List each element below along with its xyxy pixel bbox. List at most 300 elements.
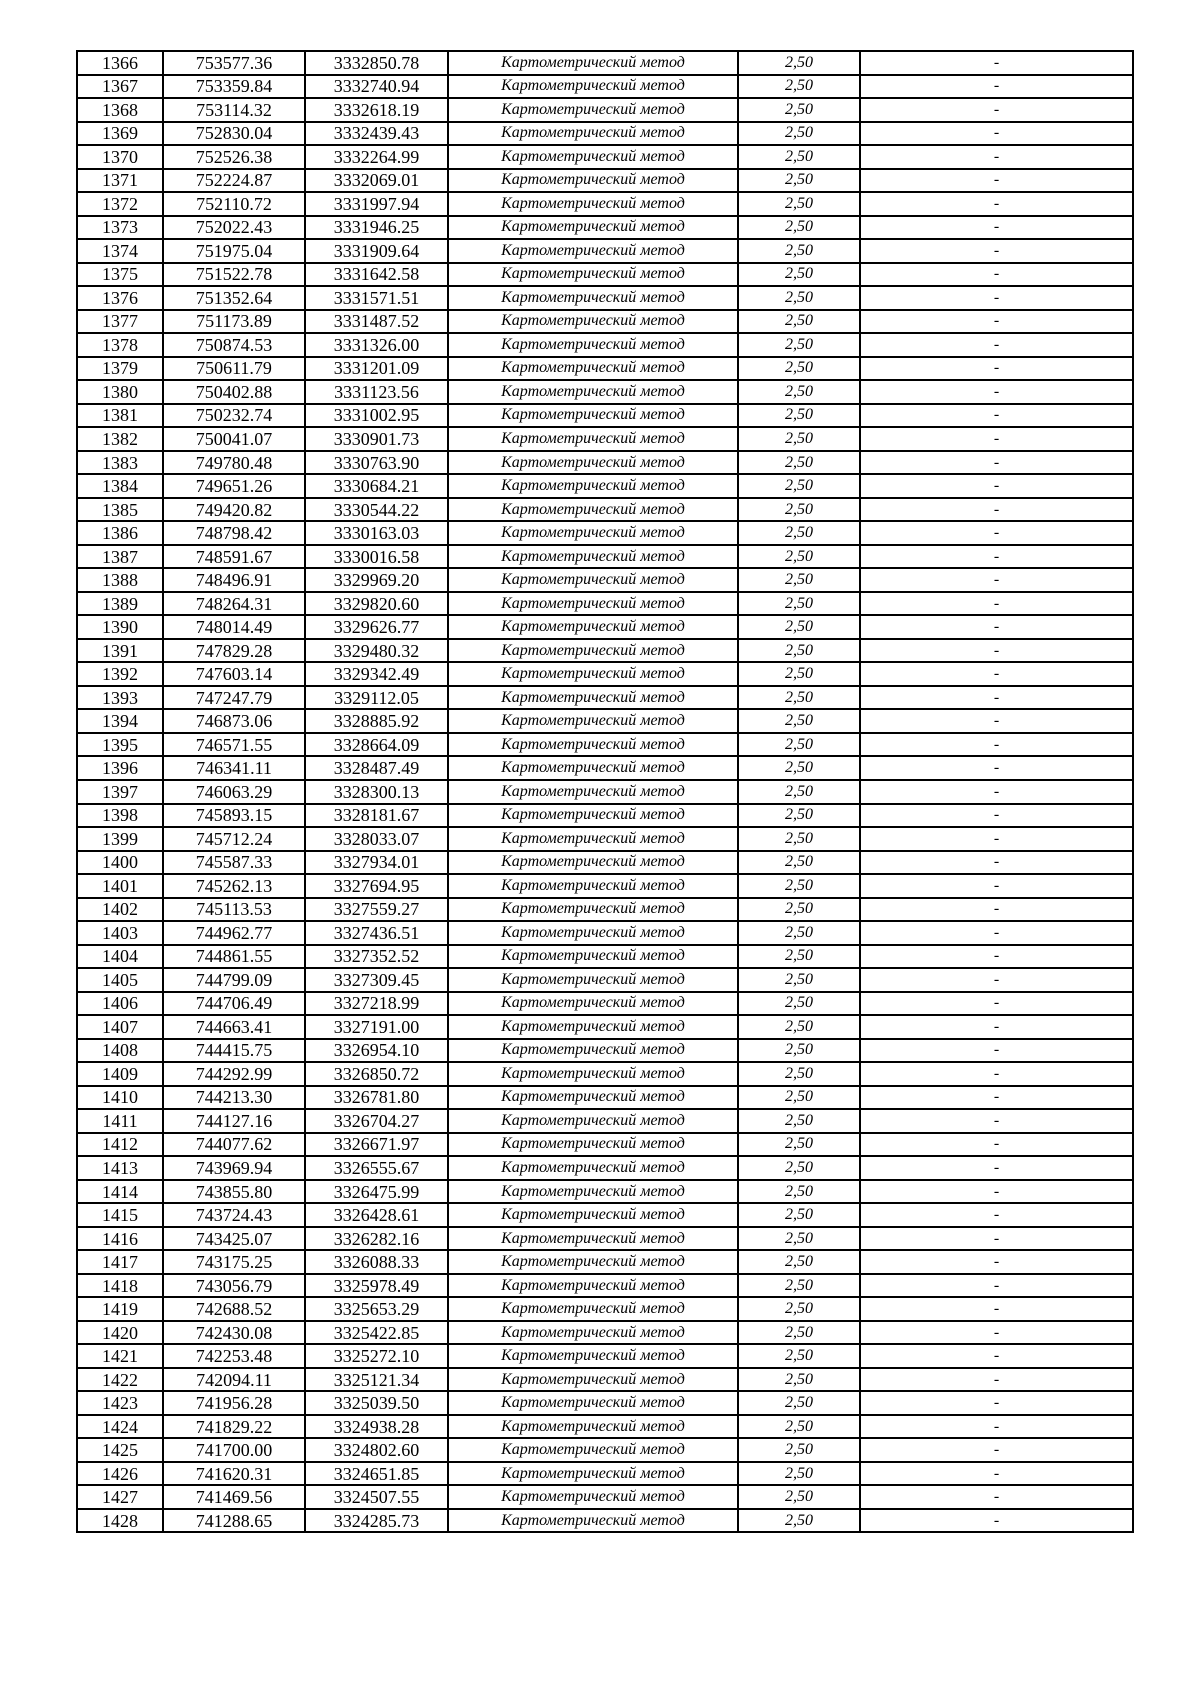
table-row: [77, 851, 1133, 875]
table-row: [77, 1438, 1133, 1462]
y-coordinate-cell: 3331487.52: [305, 310, 448, 334]
accuracy-cell: 2,50: [738, 709, 860, 733]
y-coordinate-cell: 3326555.67: [305, 1156, 448, 1180]
table-row: [77, 310, 1133, 334]
note-cell: -: [860, 145, 1133, 169]
x-coordinate-cell: 745712.24: [163, 827, 305, 851]
accuracy-cell: 2,50: [738, 1462, 860, 1486]
x-coordinate-cell: 744415.75: [163, 1039, 305, 1063]
point-number-cell: 1375: [77, 263, 163, 287]
note-cell: -: [860, 1415, 1133, 1439]
x-coordinate-cell: 746571.55: [163, 733, 305, 757]
table-row: [77, 756, 1133, 780]
point-number-cell: 1368: [77, 98, 163, 122]
point-number-cell: 1426: [77, 1462, 163, 1486]
x-coordinate-cell: 743425.07: [163, 1227, 305, 1251]
accuracy-cell: 2,50: [738, 804, 860, 828]
table-row: [77, 1321, 1133, 1345]
x-coordinate-cell: 742430.08: [163, 1321, 305, 1345]
note-cell: -: [860, 310, 1133, 334]
note-cell: -: [860, 216, 1133, 240]
note-cell: -: [860, 756, 1133, 780]
x-coordinate-cell: 743056.79: [163, 1274, 305, 1298]
table-row: [77, 568, 1133, 592]
y-coordinate-cell: 3331946.25: [305, 216, 448, 240]
y-coordinate-cell: 3326781.80: [305, 1086, 448, 1110]
accuracy-cell: 2,50: [738, 733, 860, 757]
accuracy-cell: 2,50: [738, 1015, 860, 1039]
y-coordinate-cell: 3331909.64: [305, 239, 448, 263]
x-coordinate-cell: 741288.65: [163, 1509, 305, 1533]
method-cell: Картометрический метод: [448, 756, 738, 780]
x-coordinate-cell: 748798.42: [163, 521, 305, 545]
accuracy-cell: 2,50: [738, 216, 860, 240]
note-cell: -: [860, 1133, 1133, 1157]
point-number-cell: 1397: [77, 780, 163, 804]
y-coordinate-cell: 3328181.67: [305, 804, 448, 828]
accuracy-cell: 2,50: [738, 498, 860, 522]
point-number-cell: 1424: [77, 1415, 163, 1439]
x-coordinate-cell: 745587.33: [163, 851, 305, 875]
y-coordinate-cell: 3327352.52: [305, 945, 448, 969]
point-number-cell: 1369: [77, 122, 163, 146]
method-cell: Картометрический метод: [448, 216, 738, 240]
table-row: [77, 1203, 1133, 1227]
accuracy-cell: 2,50: [738, 639, 860, 663]
x-coordinate-cell: 748496.91: [163, 568, 305, 592]
table-row: [77, 1133, 1133, 1157]
method-cell: Картометрический метод: [448, 192, 738, 216]
table-row: [77, 968, 1133, 992]
accuracy-cell: 2,50: [738, 1180, 860, 1204]
method-cell: Картометрический метод: [448, 310, 738, 334]
point-number-cell: 1390: [77, 615, 163, 639]
method-cell: Картометрический метод: [448, 122, 738, 146]
y-coordinate-cell: 3332069.01: [305, 169, 448, 193]
note-cell: -: [860, 1203, 1133, 1227]
method-cell: Картометрический метод: [448, 51, 738, 75]
table-row: [77, 1015, 1133, 1039]
method-cell: Картометрический метод: [448, 545, 738, 569]
table-row: [77, 169, 1133, 193]
x-coordinate-cell: 744799.09: [163, 968, 305, 992]
coordinates-table: [76, 50, 1134, 1533]
method-cell: Картометрический метод: [448, 592, 738, 616]
table-row: [77, 874, 1133, 898]
point-number-cell: 1406: [77, 992, 163, 1016]
table-row: [77, 709, 1133, 733]
note-cell: -: [860, 122, 1133, 146]
point-number-cell: 1385: [77, 498, 163, 522]
note-cell: -: [860, 874, 1133, 898]
x-coordinate-cell: 743724.43: [163, 1203, 305, 1227]
method-cell: Картометрический метод: [448, 851, 738, 875]
method-cell: Картометрический метод: [448, 427, 738, 451]
accuracy-cell: 2,50: [738, 1086, 860, 1110]
method-cell: Картометрический метод: [448, 804, 738, 828]
point-number-cell: 1404: [77, 945, 163, 969]
y-coordinate-cell: 3331123.56: [305, 380, 448, 404]
point-number-cell: 1380: [77, 380, 163, 404]
accuracy-cell: 2,50: [738, 192, 860, 216]
table-row: [77, 1391, 1133, 1415]
point-number-cell: 1422: [77, 1368, 163, 1392]
accuracy-cell: 2,50: [738, 851, 860, 875]
note-cell: -: [860, 498, 1133, 522]
accuracy-cell: 2,50: [738, 1485, 860, 1509]
accuracy-cell: 2,50: [738, 1109, 860, 1133]
y-coordinate-cell: 3329969.20: [305, 568, 448, 592]
note-cell: -: [860, 1062, 1133, 1086]
point-number-cell: 1378: [77, 333, 163, 357]
accuracy-cell: 2,50: [738, 780, 860, 804]
method-cell: Картометрический метод: [448, 662, 738, 686]
point-number-cell: 1412: [77, 1133, 163, 1157]
method-cell: Картометрический метод: [448, 1321, 738, 1345]
point-number-cell: 1418: [77, 1274, 163, 1298]
accuracy-cell: 2,50: [738, 263, 860, 287]
accuracy-cell: 2,50: [738, 333, 860, 357]
accuracy-cell: 2,50: [738, 310, 860, 334]
x-coordinate-cell: 752224.87: [163, 169, 305, 193]
y-coordinate-cell: 3331002.95: [305, 404, 448, 428]
point-number-cell: 1403: [77, 921, 163, 945]
point-number-cell: 1408: [77, 1039, 163, 1063]
note-cell: -: [860, 404, 1133, 428]
note-cell: -: [860, 898, 1133, 922]
table-row: [77, 1297, 1133, 1321]
point-number-cell: 1376: [77, 286, 163, 310]
x-coordinate-cell: 746063.29: [163, 780, 305, 804]
table-row: [77, 592, 1133, 616]
y-coordinate-cell: 3325121.34: [305, 1368, 448, 1392]
method-cell: Картометрический метод: [448, 1133, 738, 1157]
y-coordinate-cell: 3327694.95: [305, 874, 448, 898]
table-row: [77, 1062, 1133, 1086]
x-coordinate-cell: 750611.79: [163, 357, 305, 381]
note-cell: -: [860, 98, 1133, 122]
y-coordinate-cell: 3327218.99: [305, 992, 448, 1016]
point-number-cell: 1388: [77, 568, 163, 592]
method-cell: Картометрический метод: [448, 451, 738, 475]
accuracy-cell: 2,50: [738, 357, 860, 381]
point-number-cell: 1366: [77, 51, 163, 75]
point-number-cell: 1401: [77, 874, 163, 898]
x-coordinate-cell: 753577.36: [163, 51, 305, 75]
x-coordinate-cell: 743175.25: [163, 1250, 305, 1274]
table-row: [77, 733, 1133, 757]
x-coordinate-cell: 750041.07: [163, 427, 305, 451]
x-coordinate-cell: 752830.04: [163, 122, 305, 146]
note-cell: -: [860, 521, 1133, 545]
method-cell: Картометрический метод: [448, 1227, 738, 1251]
note-cell: -: [860, 1274, 1133, 1298]
x-coordinate-cell: 743855.80: [163, 1180, 305, 1204]
table-row: [77, 98, 1133, 122]
point-number-cell: 1377: [77, 310, 163, 334]
accuracy-cell: 2,50: [738, 874, 860, 898]
accuracy-cell: 2,50: [738, 1368, 860, 1392]
accuracy-cell: 2,50: [738, 1250, 860, 1274]
y-coordinate-cell: 3325653.29: [305, 1297, 448, 1321]
x-coordinate-cell: 744861.55: [163, 945, 305, 969]
accuracy-cell: 2,50: [738, 592, 860, 616]
point-number-cell: 1417: [77, 1250, 163, 1274]
point-number-cell: 1381: [77, 404, 163, 428]
table-row: [77, 239, 1133, 263]
table-row: [77, 827, 1133, 851]
point-number-cell: 1400: [77, 851, 163, 875]
y-coordinate-cell: 3329480.32: [305, 639, 448, 663]
method-cell: Картометрический метод: [448, 921, 738, 945]
method-cell: Картометрический метод: [448, 615, 738, 639]
accuracy-cell: 2,50: [738, 1297, 860, 1321]
table-row: [77, 192, 1133, 216]
note-cell: -: [860, 1109, 1133, 1133]
method-cell: Картометрический метод: [448, 239, 738, 263]
y-coordinate-cell: 3332264.99: [305, 145, 448, 169]
y-coordinate-cell: 3324507.55: [305, 1485, 448, 1509]
x-coordinate-cell: 752110.72: [163, 192, 305, 216]
note-cell: -: [860, 192, 1133, 216]
table-row: [77, 75, 1133, 99]
method-cell: Картометрический метод: [448, 357, 738, 381]
point-number-cell: 1389: [77, 592, 163, 616]
accuracy-cell: 2,50: [738, 1203, 860, 1227]
accuracy-cell: 2,50: [738, 239, 860, 263]
point-number-cell: 1382: [77, 427, 163, 451]
table-row: [77, 545, 1133, 569]
note-cell: -: [860, 1180, 1133, 1204]
note-cell: -: [860, 686, 1133, 710]
table-row: [77, 263, 1133, 287]
note-cell: -: [860, 1250, 1133, 1274]
method-cell: Картометрический метод: [448, 968, 738, 992]
table-row: [77, 1368, 1133, 1392]
note-cell: -: [860, 827, 1133, 851]
note-cell: -: [860, 945, 1133, 969]
method-cell: Картометрический метод: [448, 145, 738, 169]
note-cell: -: [860, 992, 1133, 1016]
accuracy-cell: 2,50: [738, 921, 860, 945]
accuracy-cell: 2,50: [738, 1391, 860, 1415]
note-cell: -: [860, 968, 1133, 992]
table-body: [77, 51, 1133, 1532]
table-row: [77, 992, 1133, 1016]
note-cell: -: [860, 75, 1133, 99]
accuracy-cell: 2,50: [738, 1039, 860, 1063]
table-row: [77, 1415, 1133, 1439]
point-number-cell: 1410: [77, 1086, 163, 1110]
note-cell: -: [860, 851, 1133, 875]
accuracy-cell: 2,50: [738, 756, 860, 780]
method-cell: Картометрический метод: [448, 1391, 738, 1415]
accuracy-cell: 2,50: [738, 1415, 860, 1439]
method-cell: Картометрический метод: [448, 404, 738, 428]
point-number-cell: 1409: [77, 1062, 163, 1086]
x-coordinate-cell: 752022.43: [163, 216, 305, 240]
table-row: [77, 780, 1133, 804]
note-cell: -: [860, 733, 1133, 757]
x-coordinate-cell: 742253.48: [163, 1344, 305, 1368]
x-coordinate-cell: 741700.00: [163, 1438, 305, 1462]
y-coordinate-cell: 3331642.58: [305, 263, 448, 287]
x-coordinate-cell: 750232.74: [163, 404, 305, 428]
y-coordinate-cell: 3324938.28: [305, 1415, 448, 1439]
x-coordinate-cell: 748014.49: [163, 615, 305, 639]
method-cell: Картометрический метод: [448, 380, 738, 404]
point-number-cell: 1399: [77, 827, 163, 851]
x-coordinate-cell: 741956.28: [163, 1391, 305, 1415]
y-coordinate-cell: 3325978.49: [305, 1274, 448, 1298]
y-coordinate-cell: 3328487.49: [305, 756, 448, 780]
y-coordinate-cell: 3330016.58: [305, 545, 448, 569]
method-cell: Картометрический метод: [448, 1274, 738, 1298]
y-coordinate-cell: 3331326.00: [305, 333, 448, 357]
y-coordinate-cell: 3326475.99: [305, 1180, 448, 1204]
method-cell: Картометрический метод: [448, 568, 738, 592]
table-row: [77, 1344, 1133, 1368]
note-cell: -: [860, 1321, 1133, 1345]
note-cell: -: [860, 592, 1133, 616]
point-number-cell: 1372: [77, 192, 163, 216]
y-coordinate-cell: 3324285.73: [305, 1509, 448, 1533]
x-coordinate-cell: 751975.04: [163, 239, 305, 263]
x-coordinate-cell: 747247.79: [163, 686, 305, 710]
method-cell: Картометрический метод: [448, 1180, 738, 1204]
method-cell: Картометрический метод: [448, 1039, 738, 1063]
note-cell: -: [860, 263, 1133, 287]
y-coordinate-cell: 3330544.22: [305, 498, 448, 522]
x-coordinate-cell: 742688.52: [163, 1297, 305, 1321]
y-coordinate-cell: 3330763.90: [305, 451, 448, 475]
table-row: [77, 615, 1133, 639]
method-cell: Картометрический метод: [448, 1368, 738, 1392]
method-cell: Картометрический метод: [448, 1438, 738, 1462]
method-cell: Картометрический метод: [448, 1509, 738, 1533]
accuracy-cell: 2,50: [738, 992, 860, 1016]
method-cell: Картометрический метод: [448, 1015, 738, 1039]
accuracy-cell: 2,50: [738, 1438, 860, 1462]
point-number-cell: 1391: [77, 639, 163, 663]
accuracy-cell: 2,50: [738, 380, 860, 404]
accuracy-cell: 2,50: [738, 968, 860, 992]
point-number-cell: 1405: [77, 968, 163, 992]
method-cell: Картометрический метод: [448, 286, 738, 310]
y-coordinate-cell: 3332618.19: [305, 98, 448, 122]
method-cell: Картометрический метод: [448, 98, 738, 122]
note-cell: -: [860, 357, 1133, 381]
point-number-cell: 1392: [77, 662, 163, 686]
note-cell: -: [860, 921, 1133, 945]
note-cell: -: [860, 1086, 1133, 1110]
y-coordinate-cell: 3331201.09: [305, 357, 448, 381]
x-coordinate-cell: 741620.31: [163, 1462, 305, 1486]
point-number-cell: 1383: [77, 451, 163, 475]
note-cell: -: [860, 1368, 1133, 1392]
table-row: [77, 1086, 1133, 1110]
x-coordinate-cell: 744706.49: [163, 992, 305, 1016]
accuracy-cell: 2,50: [738, 169, 860, 193]
accuracy-cell: 2,50: [738, 404, 860, 428]
y-coordinate-cell: 3326704.27: [305, 1109, 448, 1133]
point-number-cell: 1421: [77, 1344, 163, 1368]
note-cell: -: [860, 804, 1133, 828]
note-cell: -: [860, 709, 1133, 733]
table-row: [77, 1509, 1133, 1533]
accuracy-cell: 2,50: [738, 1274, 860, 1298]
y-coordinate-cell: 3324802.60: [305, 1438, 448, 1462]
note-cell: -: [860, 333, 1133, 357]
table-row: [77, 451, 1133, 475]
method-cell: Картометрический метод: [448, 639, 738, 663]
method-cell: Картометрический метод: [448, 992, 738, 1016]
table-row: [77, 945, 1133, 969]
note-cell: -: [860, 1485, 1133, 1509]
point-number-cell: 1393: [77, 686, 163, 710]
note-cell: -: [860, 1391, 1133, 1415]
y-coordinate-cell: 3329626.77: [305, 615, 448, 639]
note-cell: -: [860, 568, 1133, 592]
accuracy-cell: 2,50: [738, 51, 860, 75]
x-coordinate-cell: 749651.26: [163, 474, 305, 498]
x-coordinate-cell: 744213.30: [163, 1086, 305, 1110]
point-number-cell: 1394: [77, 709, 163, 733]
note-cell: -: [860, 169, 1133, 193]
point-number-cell: 1370: [77, 145, 163, 169]
note-cell: -: [860, 615, 1133, 639]
x-coordinate-cell: 744663.41: [163, 1015, 305, 1039]
note-cell: -: [860, 427, 1133, 451]
x-coordinate-cell: 743969.94: [163, 1156, 305, 1180]
point-number-cell: 1387: [77, 545, 163, 569]
y-coordinate-cell: 3331571.51: [305, 286, 448, 310]
y-coordinate-cell: 3330901.73: [305, 427, 448, 451]
accuracy-cell: 2,50: [738, 945, 860, 969]
point-number-cell: 1420: [77, 1321, 163, 1345]
table-row: [77, 404, 1133, 428]
point-number-cell: 1398: [77, 804, 163, 828]
point-number-cell: 1371: [77, 169, 163, 193]
method-cell: Картометрический метод: [448, 1109, 738, 1133]
table-row: [77, 122, 1133, 146]
note-cell: -: [860, 1227, 1133, 1251]
x-coordinate-cell: 746873.06: [163, 709, 305, 733]
table-row: [77, 286, 1133, 310]
note-cell: -: [860, 1156, 1133, 1180]
point-number-cell: 1386: [77, 521, 163, 545]
accuracy-cell: 2,50: [738, 98, 860, 122]
x-coordinate-cell: 747829.28: [163, 639, 305, 663]
point-number-cell: 1373: [77, 216, 163, 240]
table-row: [77, 1227, 1133, 1251]
note-cell: -: [860, 1297, 1133, 1321]
accuracy-cell: 2,50: [738, 1156, 860, 1180]
method-cell: Картометрический метод: [448, 474, 738, 498]
accuracy-cell: 2,50: [738, 451, 860, 475]
note-cell: -: [860, 51, 1133, 75]
method-cell: Картометрический метод: [448, 874, 738, 898]
accuracy-cell: 2,50: [738, 474, 860, 498]
x-coordinate-cell: 752526.38: [163, 145, 305, 169]
note-cell: -: [860, 474, 1133, 498]
method-cell: Картометрический метод: [448, 1415, 738, 1439]
x-coordinate-cell: 744962.77: [163, 921, 305, 945]
accuracy-cell: 2,50: [738, 122, 860, 146]
method-cell: Картометрический метод: [448, 1086, 738, 1110]
accuracy-cell: 2,50: [738, 1227, 860, 1251]
accuracy-cell: 2,50: [738, 662, 860, 686]
